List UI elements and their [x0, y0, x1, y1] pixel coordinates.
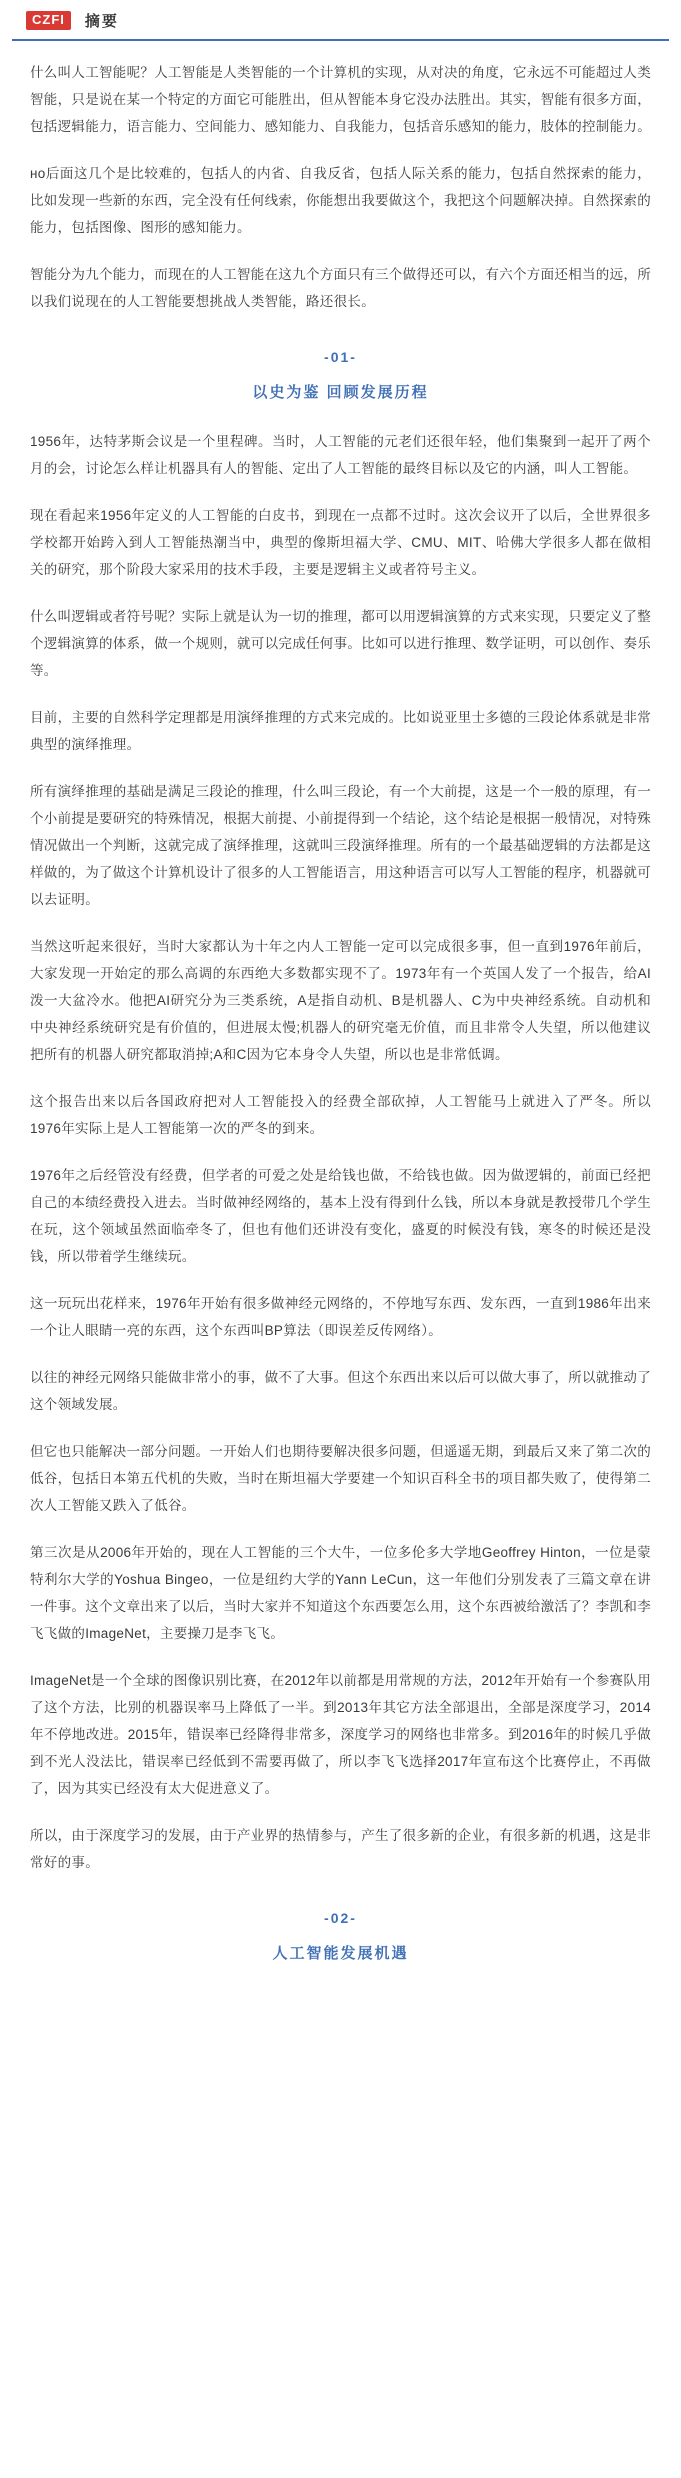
paragraph: 智能分为九个能力，而现在的人工智能在这九个方面只有三个做得还可以，有六个方面还相当的远，所以我们说现在的人工智能要想挑战人类智能，路还很长。	[30, 267, 651, 309]
section-number: -02-	[324, 1910, 357, 1926]
paragraph: 以往的神经元网络只能做非常小的事，做不了大事。但这个东西出来以后可以做大事了，所以就推动了这个领域发展。	[30, 1370, 651, 1412]
paragraph: но后面这几个是比较难的，包括人的内省、自我反省，包括人际关系的能力，包括自然探索的能力，比如发现一些新的东西，完全没有任何线索，你能想出我要做这个，我把这个问题解决掉。自然探索的能力，包括图像、图形的感知能力。	[30, 166, 651, 235]
paragraph: 什么叫人工智能呢？人工智能是人类智能的一个计算机的实现，从对决的角度，它永远不可能超过人类智能，只是说在某一个特定的方面它可能胜出，但从智能本身它没办法胜出。其实，智能有很多方面，包括逻辑能力，语言能力、空间能力、感知能力、自我能力，包括音乐感知的能力，肢体的控制能力。	[30, 65, 651, 134]
paragraph: 当然这听起来很好，当时大家都认为十年之内人工智能一定可以完成很多事，但一直到1976年前后，大家发现一开始定的那么高调的东西绝大多数都实现不了。1973年有一个英国人发了一个报告，给AI泼一大盆冷水。他把AI研究分为三类系统，A是指自动机、B是机器人、C为中央神经系统。自动机和中央神经系统研究是有价值的，但进展太慢;机器人的研究毫无价值，而且非常令人失望，所以他建议把所有的机器人研究都取消掉;A和C因为它本身令人失望，所以也是非常低调。	[30, 939, 651, 1062]
article-body	[0, 41, 681, 2029]
section-title: 人工智能发展机遇	[272, 1945, 409, 1962]
paragraph: 第三次是从2006年开始的，现在人工智能的三个大牛，一位多伦多大学地Geoffrey Hinton，一位是蒙特利尔大学的Yoshua Bingeo，一位是纽约大学的Yann LeCun，这一年他们分别发表了三篇文章在讲一件事。这个文章出来了以后，当时大家并不知道这个东西要怎么用，这个东西被给激活了？李凯和李飞飞做的ImageNet，主要操刀是李飞飞。	[30, 1545, 651, 1641]
paragraph: 所有演绎推理的基础是满足三段论的推理，什么叫三段论，有一个大前提，这是一个一般的原理，有一个小前提是要研究的特殊情况，根据大前提、小前提得到一个结论，这个结论是根据一般情况，对特殊情况做出一个判断，这就完成了演绎推理，这就叫三段演绎推理。所有的一个最基础逻辑的方法都是这样做的，为了做这个计算机设计了很多的人工智能语言，用这种语言可以写人工智能的程序，机器就可以去证明。	[30, 784, 651, 907]
paragraph: 这一玩玩出花样来，1976年开始有很多做神经元网络的，不停地写东西、发东西，一直到1986年出来一个让人眼睛一亮的东西，这个东西叫BP算法（即误差反传网络）。	[30, 1296, 651, 1338]
bottom-spacer	[30, 1989, 651, 1999]
site-logo: CZFI	[26, 11, 71, 30]
section-number: -01-	[324, 349, 357, 365]
paragraph: 现在看起来1956年定义的人工智能的白皮书，到现在一点都不过时。这次会议开了以后，全世界很多学校都开始跨入到人工智能热潮当中，典型的像斯坦福大学、CMU、MIT、哈佛大学很多人都在做相关的研究，那个阶段大家采用的技术手段，主要是逻辑主义或者符号主义。	[30, 508, 651, 577]
paragraph: 这个报告出来以后各国政府把对人工智能投入的经费全部砍掉，人工智能马上就进入了严冬。所以1976年实际上是人工智能第一次的严冬的到来。	[30, 1094, 651, 1136]
paragraph: ImageNet是一个全球的图像识别比赛，在2012年以前都是用常规的方法，2012年开始有一个参赛队用了这个方法，比别的机器误率马上降低了一半。到2013年其它方法全部退出，全部是深度学习，2014年不停地改进。2015年，错误率已经降得非常多，深度学习的网络也非常多。到2016年的时候几乎做到不光人没法比，错误率已经低到不需要再做了，所以李飞飞选择2017年宣布这个比赛停止，不再做了，因为其实已经没有太大促进意义了。	[30, 1673, 651, 1796]
page-title: 摘要	[84, 13, 119, 30]
paragraph: 但它也只能解决一部分问题。一开始人们也期待要解决很多问题，但遥遥无期，到最后又来了第二次的低谷，包括日本第五代机的失败，当时在斯坦福大学要建一个知识百科全书的项目都失败了，使得第二次人工智能又跌入了低谷。	[30, 1444, 651, 1513]
paragraph: 目前，主要的自然科学定理都是用演绎推理的方式来完成的。比如说亚里士多德的三段论体系就是非常典型的演绎推理。	[30, 710, 651, 752]
paragraph: 1956年，达特茅斯会议是一个里程碑。当时，人工智能的元老们还很年轻，他们集聚到一起开了两个月的会，讨论怎么样让机器具有人的智能、定出了人工智能的最终目标以及它的内涵，叫人工智能。	[30, 434, 651, 476]
paragraph: 所以，由于深度学习的发展，由于产业界的热情参与，产生了很多新的企业，有很多新的机遇，这是非常好的事。	[30, 1828, 651, 1870]
paragraph: 1976年之后经管没有经费，但学者的可爱之处是给钱也做，不给钱也做。因为做逻辑的，前面已经把自己的本绩经费投入进去。当时做神经网络的，基本上没有得到什么钱，所以本身就是教授带几个学生在玩，这个领域虽然面临牵冬了，但也有他们还讲没有变化，盛夏的时候没有钱，寒冬的时候还是没钱，所以带着学生继续玩。	[30, 1168, 651, 1264]
article-header	[12, 0, 669, 41]
section-title: 以史为鉴 回顾发展历程	[252, 384, 429, 401]
paragraph: 什么叫逻辑或者符号呢？实际上就是认为一切的推理，都可以用逻辑演算的方式来实现，只要定义了整个逻辑演算的体系，做一个规则，就可以完成任何事。比如可以进行推理、数学证明，可以创作、奏乐等。	[30, 609, 651, 678]
